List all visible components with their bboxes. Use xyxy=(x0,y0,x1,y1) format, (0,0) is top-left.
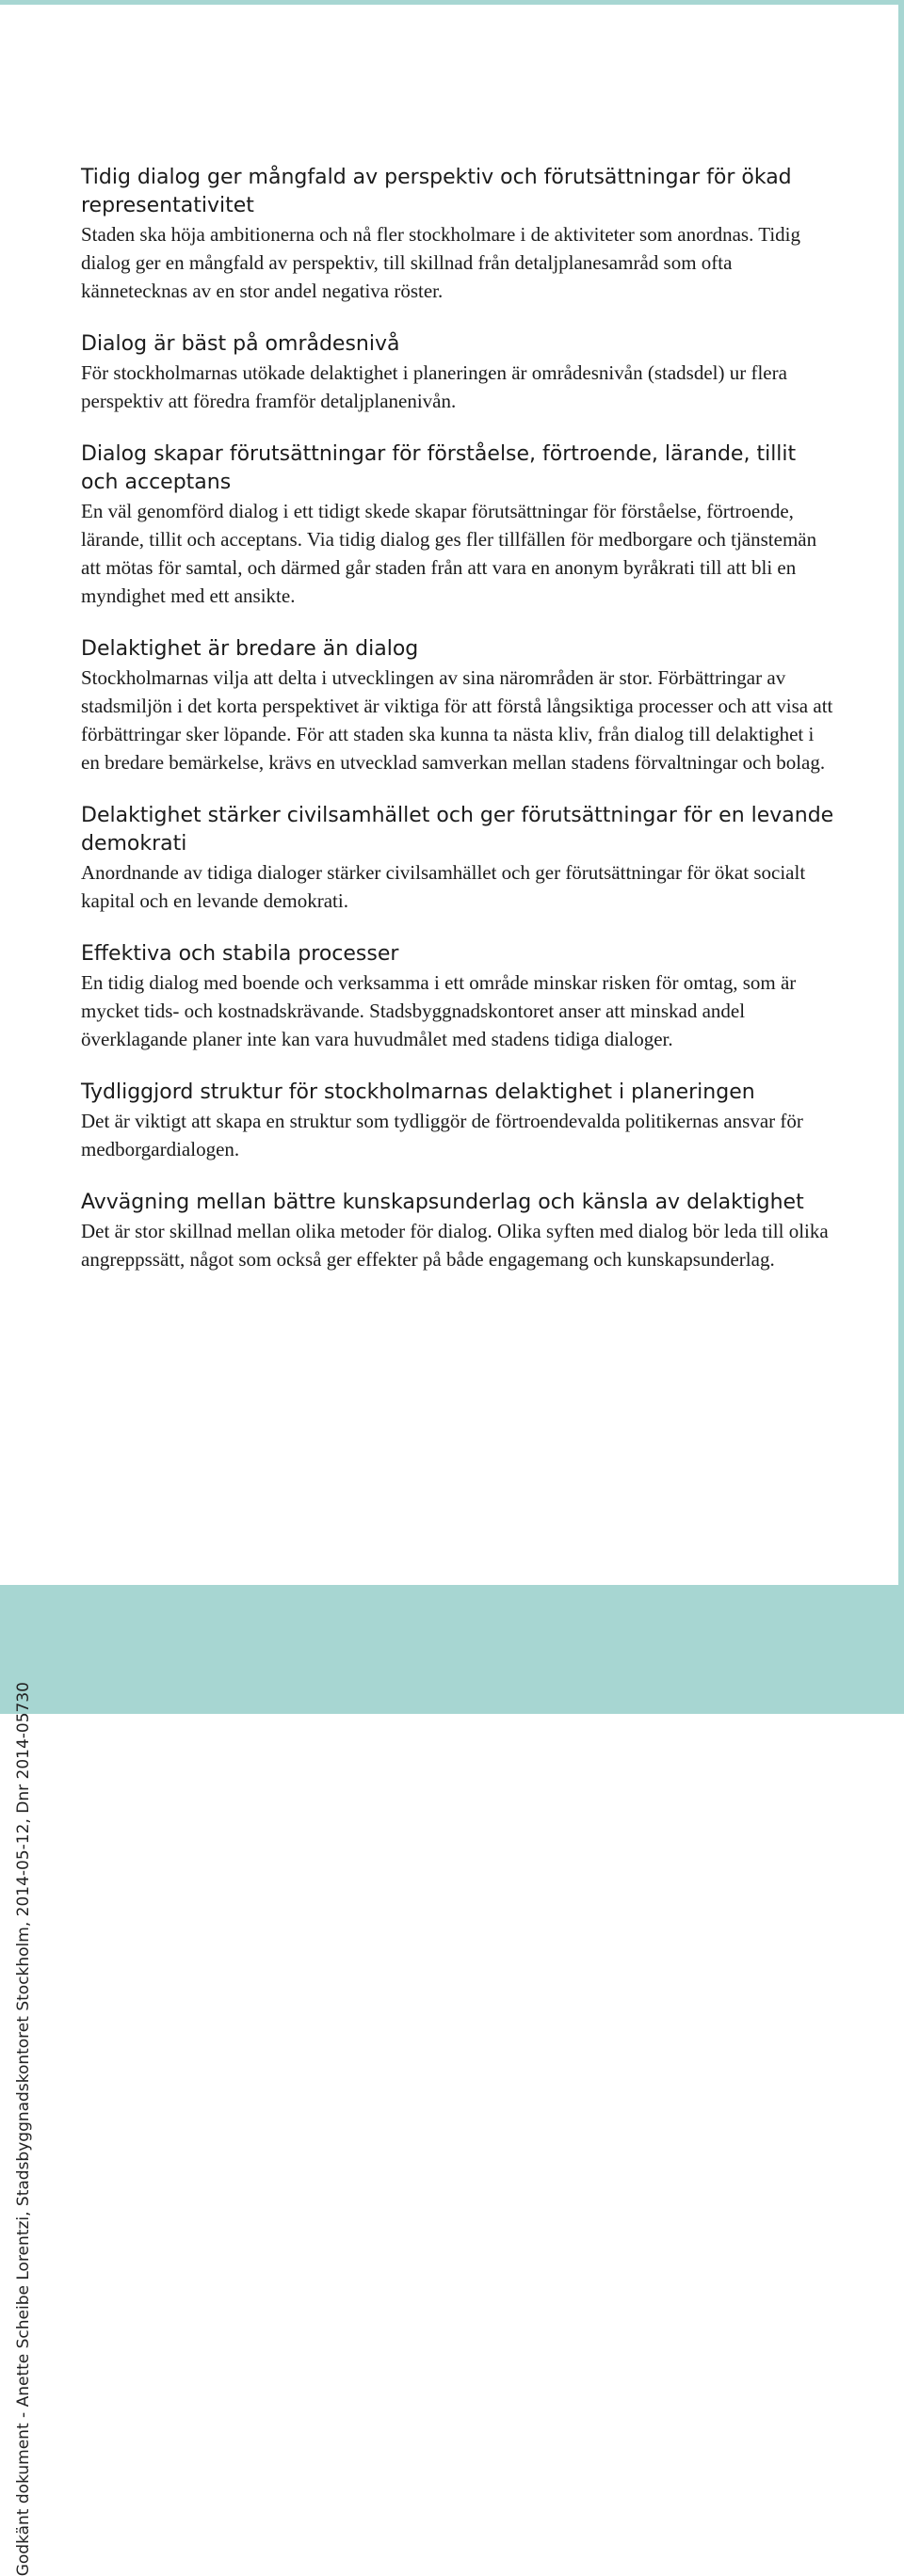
section-avvagning xyxy=(81,1189,834,1273)
section-effektiva-processer xyxy=(81,940,834,1053)
section-heading: Dialog är bäst på områdesnivå xyxy=(81,332,400,356)
section-body: En väl genomförd dialog i ett tidigt skede skapar förutsättningar för förståelse, förtroende, lärande, tillit och acceptans. Via tidig dialog ges fler tillfällen för medborgare och tjänstemän att mötas för samtal, och därmed går staden från att vara en anonym byråkrati till att bli en myndighet med ett ansikte. xyxy=(81,500,817,607)
section-body: Det är stor skillnad mellan olika metoder för dialog. Olika syften med dialog bör leda till olika angreppssätt, något som också ger effekter på både engagemang och kunskapsunderlag. xyxy=(81,1220,829,1271)
section-body: En tidig dialog med boende och verksamma i ett område minskar risken för omtag, som är mycket tids- och kostnadskrävande. Stadsbyggnadskontoret anser att minskad andel överklagande planer inte kan vara huvudmålet med stadens tidiga dialoger. xyxy=(81,971,797,1050)
section-tydliggjord-struktur xyxy=(81,1079,834,1163)
approval-side-note: Godkänt dokument - Anette Scheibe Lorentzi, Stadsbyggnadskontoret Stockholm, 2014-05-12, Dnr 2014-05730 xyxy=(14,1682,33,2576)
section-heading: Tidig dialog ger mångfald av perspektiv och förutsättningar för ökad representativitet xyxy=(81,166,792,217)
bottom-accent-band xyxy=(0,1585,904,1714)
document-body xyxy=(81,164,834,1299)
section-heading: Dialog skapar förutsättningar för förståelse, förtroende, lärande, tillit och acceptans xyxy=(81,442,797,494)
right-accent-strip xyxy=(898,0,904,1714)
section-body: Staden ska höja ambitionerna och nå fler stockholmare i de aktiviteter som anordnas. Tidig dialog ger en mångfald av perspektiv, till skillnad från detaljplanesamråd som ofta kännetecknas av en stor andel negativa röster. xyxy=(81,223,800,302)
section-civilsamhallet xyxy=(81,802,834,915)
section-body: Det är viktigt att skapa en struktur som tydliggör de förtroendevalda politikernas ansvar för medborgardialogen. xyxy=(81,1110,803,1160)
section-heading: Effektiva och stabila processer xyxy=(81,942,399,966)
section-tidig-dialog xyxy=(81,164,834,305)
top-accent-bar xyxy=(0,0,904,5)
section-heading: Delaktighet stärker civilsamhället och ger förutsättningar för en levande demokrati xyxy=(81,804,834,856)
section-forstaelse xyxy=(81,440,834,610)
section-heading: Avvägning mellan bättre kunskapsunderlag och känsla av delaktighet xyxy=(81,1191,804,1214)
section-body: Stockholmarnas vilja att delta i utvecklingen av sina närområden är stor. Förbättringar av stadsmiljön i det korta perspektivet är viktiga för att förstå långsiktiga processer och att visa att förbättringar sker löpande. För att staden ska kunna ta nästa kliv, från dialog till delaktighet i en bredare bemärkelse, krävs en utvecklad samverkan mellan stadens förvaltningar och bolag. xyxy=(81,666,833,774)
section-omradesniva xyxy=(81,330,834,415)
section-delaktighet-bredare xyxy=(81,635,834,776)
section-heading: Delaktighet är bredare än dialog xyxy=(81,637,419,661)
section-heading: Tydliggjord struktur för stockholmarnas delaktighet i planeringen xyxy=(81,1080,755,1104)
section-body: Anordnande av tidiga dialoger stärker civilsamhället och ger förutsättningar för ökat socialt kapital och en levande demokrati. xyxy=(81,861,806,912)
section-body: För stockholmarnas utökade delaktighet i planeringen är områdesnivån (stadsdel) ur flera perspektiv att föredra framför detaljplanenivån. xyxy=(81,361,787,412)
